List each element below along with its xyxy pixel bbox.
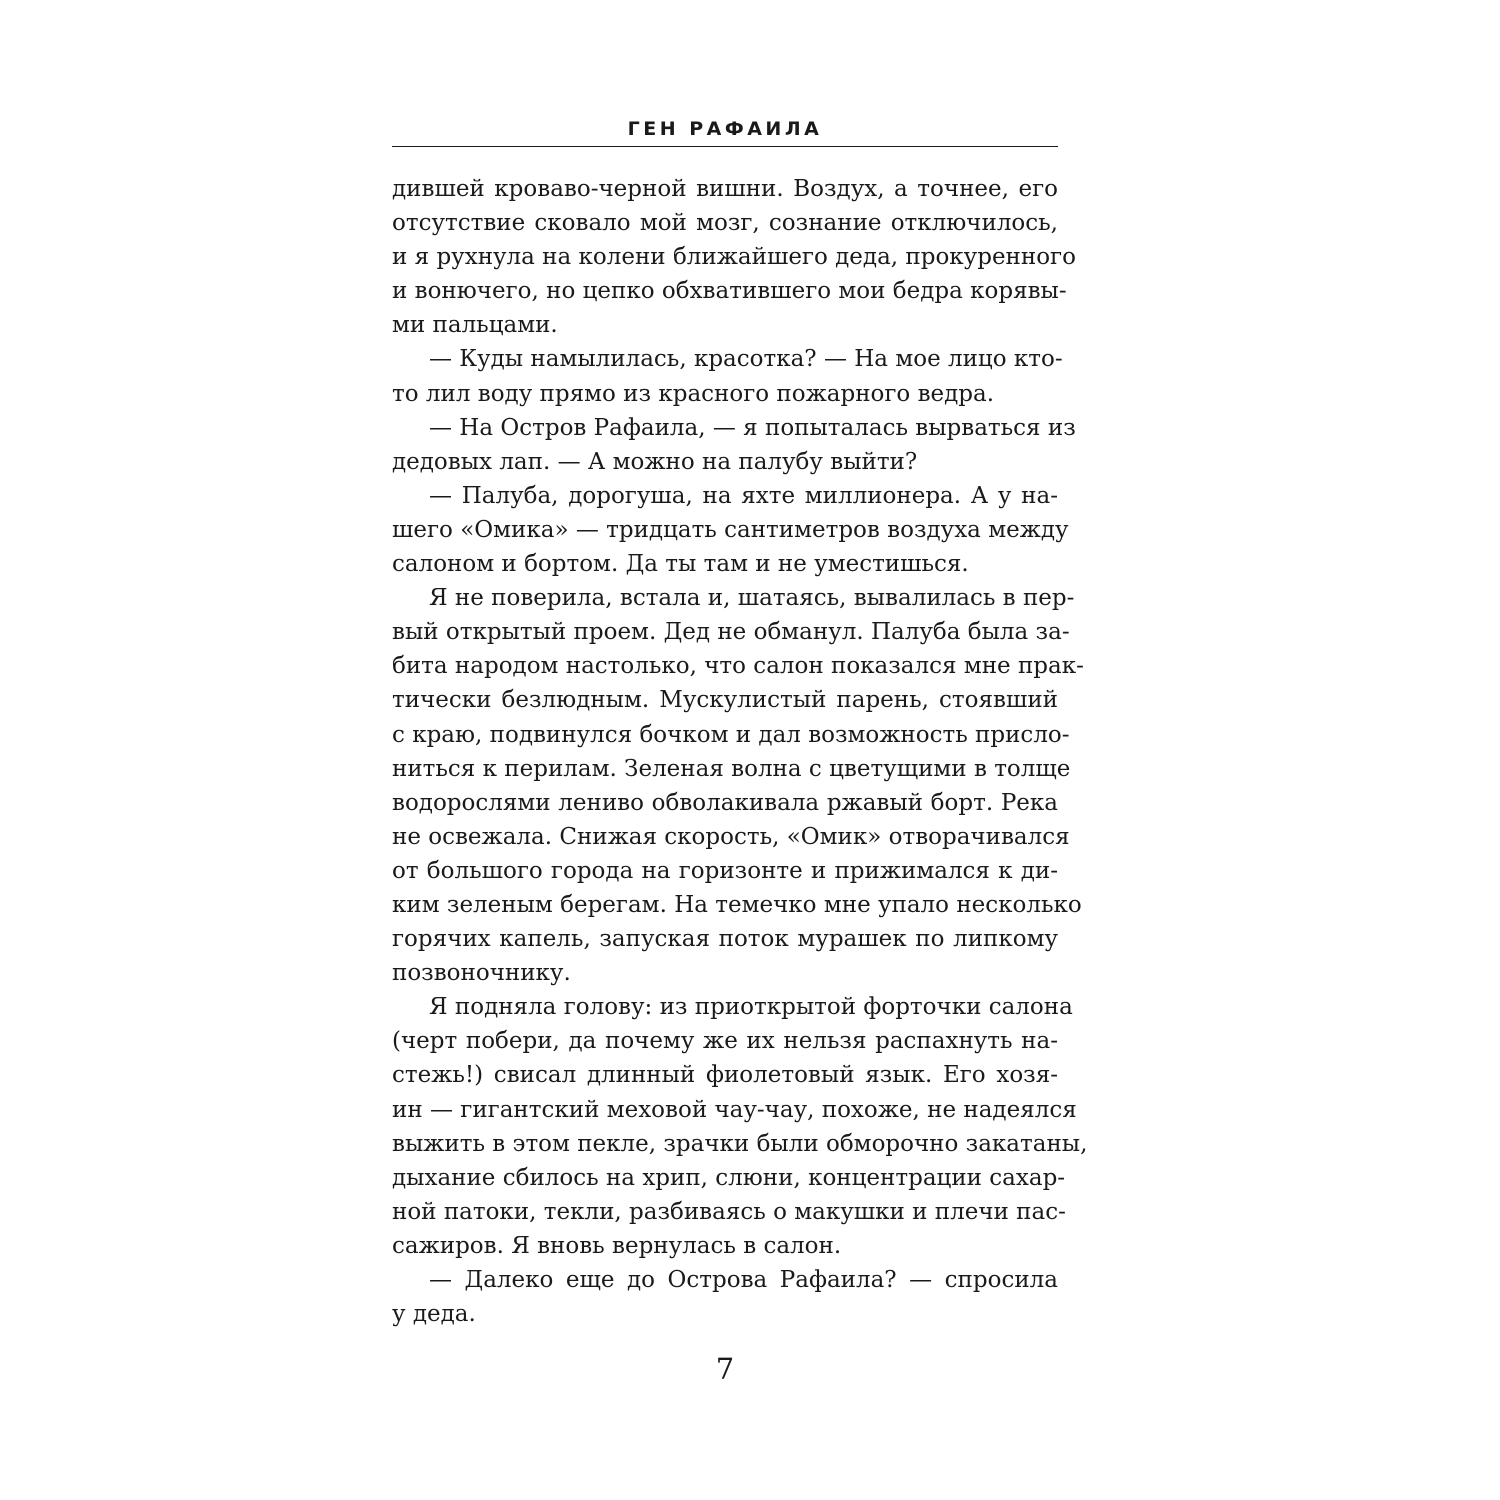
text-line: выжить в этом пекле, зрачки были обморочно закатаны, bbox=[392, 1130, 1088, 1157]
text-line: — Палуба, дорогуша, на яхте миллионера. А у на- bbox=[429, 482, 1058, 509]
text-line: ниться к перилам. Зеленая волна с цветущими в толще bbox=[392, 755, 1071, 782]
text-line: тически безлюдным. Мускулистый парень, стоявший bbox=[392, 687, 1058, 714]
text-line: позвоночнику. bbox=[392, 960, 571, 987]
text-line: сажиров. Я вновь вернулась в салон. bbox=[392, 1232, 842, 1259]
text-line: (черт побери, да почему же их нельзя распахнуть на- bbox=[392, 1028, 1058, 1055]
text-line: дедовых лап. — А можно на палубу выйти? bbox=[392, 448, 918, 475]
text-line: и я рухнула на колени ближайшего деда, прокуренного bbox=[392, 244, 1076, 271]
text-line: бита народом настолько, что салон показался мне прак- bbox=[392, 653, 1084, 680]
text-line: ми пальцами. bbox=[392, 312, 558, 339]
text-line: водорослями лениво обволакивала ржавый борт. Река bbox=[392, 789, 1058, 816]
text-line: дыхание сбилось на хрип, слюни, концентрации сахар- bbox=[392, 1164, 1066, 1191]
text-line: горячих капель, запуская поток мурашек по липкому bbox=[392, 926, 1058, 953]
page-number: 7 bbox=[715, 1352, 735, 1386]
header-rule bbox=[392, 146, 1058, 147]
text-line: — Куды намылилась, красотка? — На мое лицо кто- bbox=[429, 346, 1063, 373]
text-line: ной патоки, текли, разбиваясь о макушки и плечи пас- bbox=[392, 1198, 1066, 1225]
text-line: Я подняла голову: из приоткрытой форточки салона bbox=[429, 994, 1073, 1021]
text-line: — На Остров Рафаила, — я попыталась вырваться из bbox=[429, 414, 1076, 441]
body-text bbox=[392, 172, 1088, 1331]
text-line: у деда. bbox=[392, 1301, 476, 1328]
text-line: стежь!) свисал длинный фиолетовый язык. Его хозя- bbox=[392, 1062, 1058, 1089]
text-line: отсутствие сковало мой мозг, сознание отключилось, bbox=[392, 210, 1058, 237]
text-line: и вонючего, но цепко обхватившего мои бедра корявы- bbox=[392, 278, 1067, 305]
text-line: салоном и бортом. Да ты там и не уместишься. bbox=[392, 551, 969, 578]
text-line: то лил воду прямо из красного пожарного ведра. bbox=[392, 380, 995, 407]
text-line: с краю, подвинулся бочком и дал возможность присло- bbox=[392, 721, 1070, 748]
text-line: не освежала. Снижая скорость, «Омик» отворачивался bbox=[392, 823, 1070, 850]
text-line: Я не поверила, встала и, шатаясь, вывалилась в пер- bbox=[429, 585, 1075, 612]
text-line: шего «Омика» — тридцать сантиметров воздуха между bbox=[392, 516, 1069, 543]
text-line: вый открытый проем. Дед не обманул. Палуба была за- bbox=[392, 619, 1070, 646]
text-line: от большого города на горизонте и прижимался к ди- bbox=[392, 857, 1058, 884]
text-line: ин — гигантский меховой чау-чау, похоже, не надеялся bbox=[392, 1096, 1077, 1123]
text-line: — Далеко еще до Острова Рафаила? — спросила bbox=[429, 1267, 1058, 1293]
text-line: дившей кроваво-черной вишни. Воздух, а точнее, его bbox=[392, 176, 1058, 202]
text-line: ким зеленым берегам. На темечко мне упало несколько bbox=[392, 891, 1082, 918]
running-title: ГЕН РАФАИЛА bbox=[627, 118, 823, 140]
